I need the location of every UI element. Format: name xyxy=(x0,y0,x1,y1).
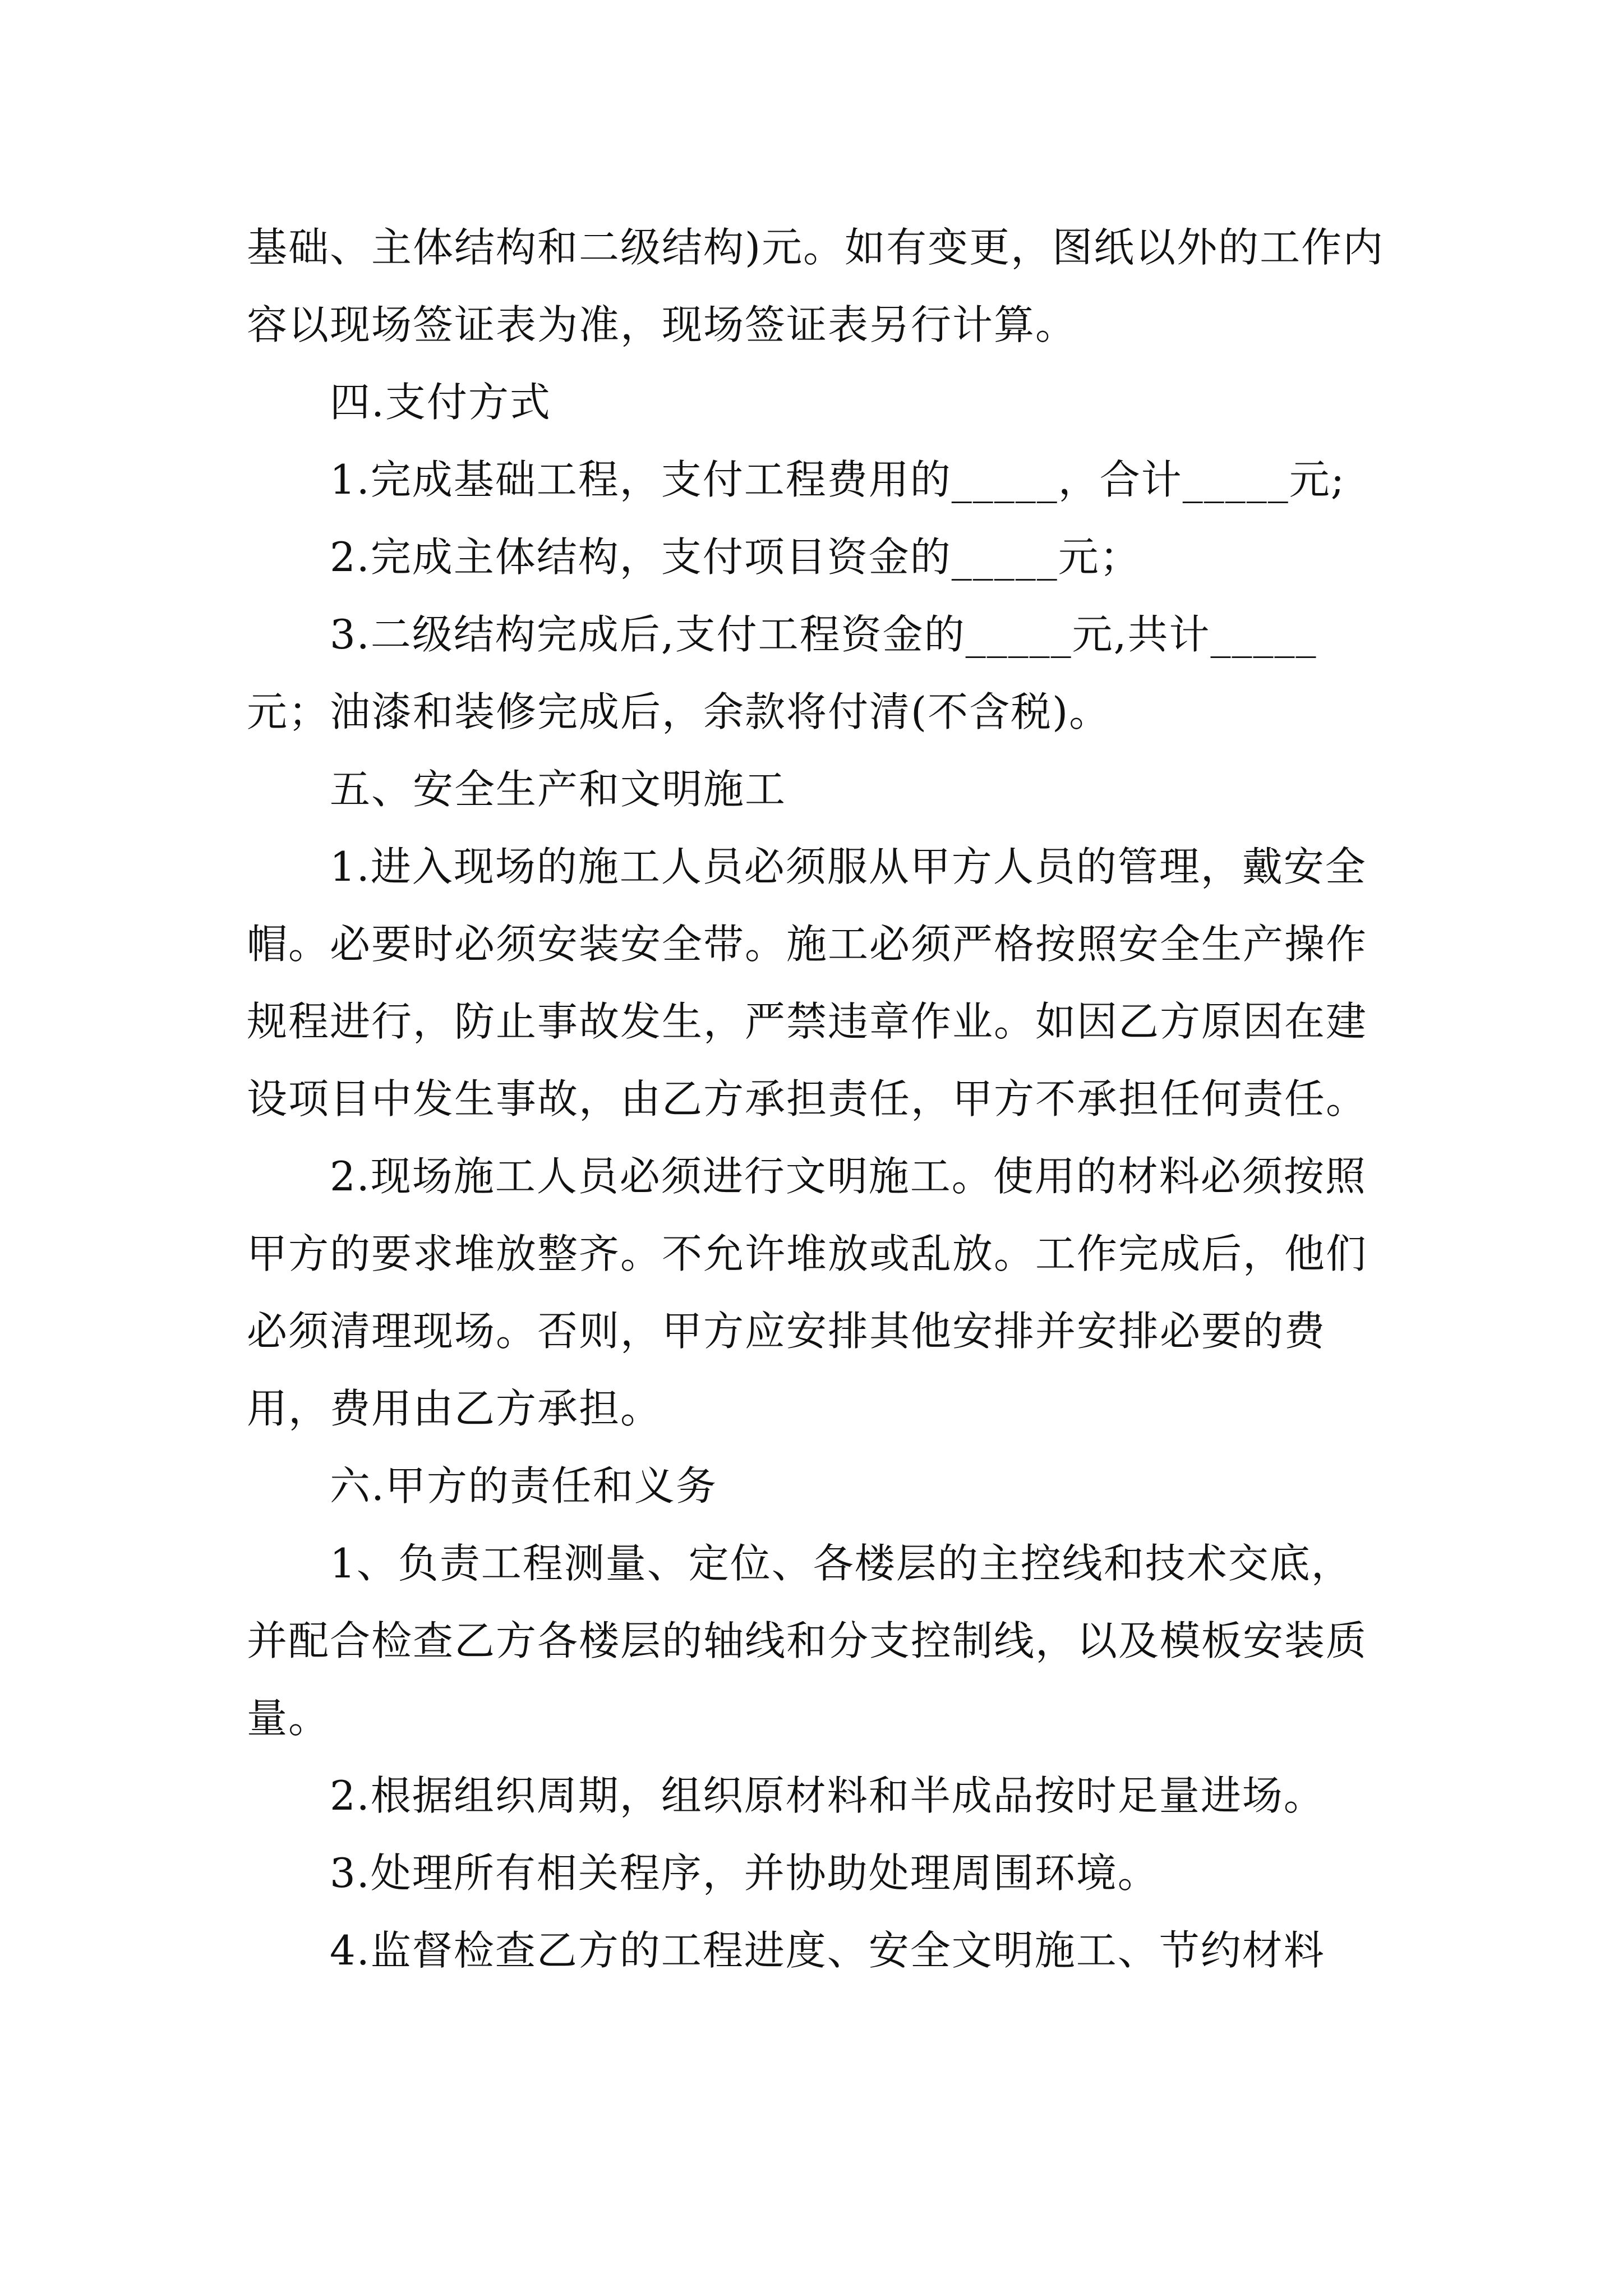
section-heading-safety: 五、安全生产和文明施工 xyxy=(330,766,787,813)
paragraph-contract-scope: 基础、主体结构和二级结构)元。如有变更，图纸以外的工作内容以现场签证表为准，现场签证表另行计算。 xyxy=(247,224,1385,348)
party-a-item-1: 1、负责工程测量、定位、各楼层的主控线和技术交底，并配合检查乙方各楼层的轴线和分支控制线，以及模板安装质量。 xyxy=(247,1540,1368,1742)
document-body xyxy=(247,209,1385,1989)
section-heading-payment: 四.支付方式 xyxy=(330,379,551,426)
safety-item-1: 1.进入现场的施工人员必须服从甲方人员的管理，戴安全帽。必要时必须安装安全带。施工必须严格按照安全生产操作规程进行，防止事故发生，严禁违章作业。如因乙方原因在建设项目中发生事故，由乙方承担责任，甲方不承担任何责任。 xyxy=(247,843,1368,1122)
payment-item-2: 2.完成主体结构，支付项目资金的_____元； xyxy=(330,533,1141,581)
party-a-item-2: 2.根据组织周期，组织原材料和半成品按时足量进场。 xyxy=(330,1772,1325,1819)
payment-item-3: 3.二级结构完成后,支付工程资金的_____元,共计_____元；油漆和装修完成后，余款将付清(不含税)。 xyxy=(247,611,1317,735)
section-heading-party-a: 六.甲方的责任和义务 xyxy=(330,1462,717,1510)
payment-item-1: 1.完成基础工程，支付工程费用的_____，合计_____元; xyxy=(330,456,1345,503)
safety-item-2: 2.现场施工人员必须进行文明施工。使用的材料必须按照甲方的要求堆放整齐。不允许堆放或乱放。工作完成后，他们必须清理现场。否则，甲方应安排其他安排并安排必要的费用，费用由乙方承担。 xyxy=(247,1153,1368,1432)
party-a-item-3: 3.处理所有相关程序，并协助处理周围环境。 xyxy=(330,1849,1159,1897)
party-a-item-4: 4.监督检查乙方的工程进度、安全文明施工、节约材料 xyxy=(330,1927,1325,1974)
